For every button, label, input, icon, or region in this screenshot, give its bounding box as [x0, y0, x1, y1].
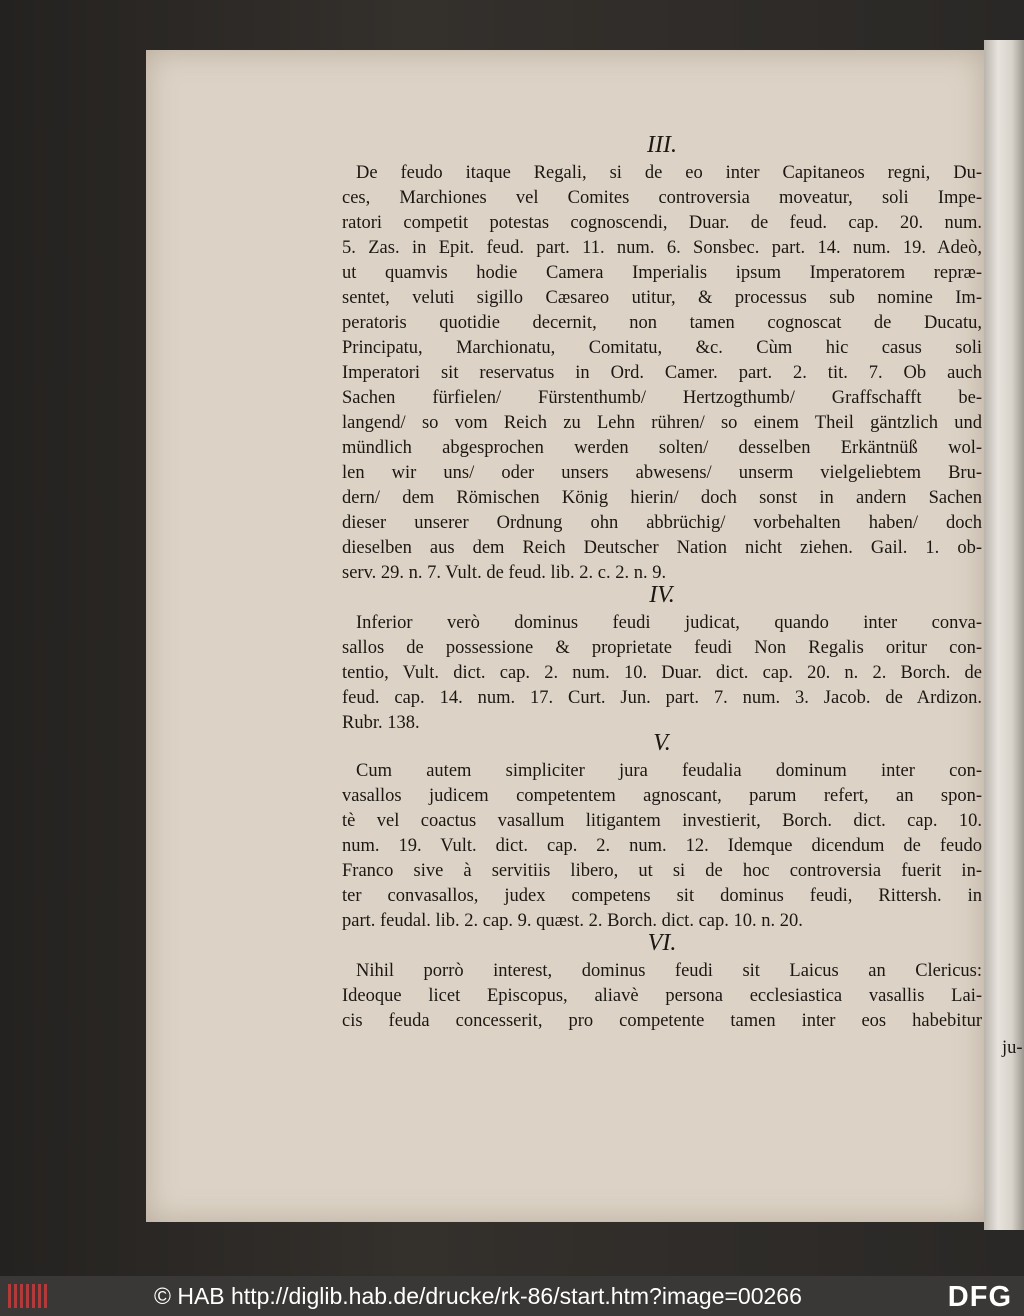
text-line: tentio, Vult. dict. cap. 2. num. 10. Duar. dict. cap. 20. n. 2. Borch. de [342, 663, 982, 683]
text-line: ratori competit potestas cognoscendi, Duar. de feud. cap. 20. num. [342, 213, 982, 233]
text-line: tè vel coactus vasallum litigantem investierit, Borch. dict. cap. 10. [342, 811, 982, 831]
section-heading-5: V. [653, 730, 671, 756]
text-line: cis feuda concesserit, pro competente tamen inter eos habebitur [342, 1011, 982, 1031]
text-line: Cum autem simpliciter jura feudalia dominum inter con- [356, 761, 982, 781]
book-page [146, 50, 1023, 1222]
dfg-logo: DFG [947, 1281, 1012, 1313]
text-line: Sachen fürfielen/ Fürstenthumb/ Hertzogthumb/ Graffschafft be- [342, 388, 982, 408]
text-line: ces, Marchiones vel Comites controversia moveatur, soli Impe- [342, 188, 982, 208]
text-line: De feudo itaque Regali, si de eo inter Capitaneos regni, Du- [356, 163, 982, 183]
text-line: Inferior verò dominus feudi judicat, quando inter conva- [356, 613, 982, 633]
text-line: Rubr. 138. [342, 713, 420, 733]
text-line: 5. Zas. in Epit. feud. part. 11. num. 6. Sonsbec. part. 14. num. 19. Adeò, [342, 238, 982, 258]
text-line: Ideoque licet Episcopus, aliavè persona ecclesiastica vasallis Lai- [342, 986, 982, 1006]
text-line: peratoris quotidie decernit, non tamen cognoscat de Ducatu, [342, 313, 982, 333]
text-line: serv. 29. n. 7. Vult. de feud. lib. 2. c. 2. n. 9. [342, 563, 667, 583]
text-line: Nihil porrò interest, dominus feudi sit Laicus an Clericus: [356, 961, 982, 981]
text-line: mündlich abgesprochen werden solten/ desselben Erkäntnüß wol- [342, 438, 982, 458]
text-line: dieser unserer Ordnung ohn abbrüchig/ vorbehalten haben/ doch [342, 513, 982, 533]
text-line: Franco sive à servitiis libero, ut si de hoc controversia fuerit in- [342, 861, 982, 881]
viewer-footer [0, 1276, 1024, 1316]
text-line: Imperatori sit reservatus in Ord. Camer. part. 2. tit. 7. Ob auch [342, 363, 982, 383]
text-line: dieselben aus dem Reich Deutscher Nation nicht ziehen. Gail. 1. ob- [342, 538, 982, 558]
text-line: Principatu, Marchionatu, Comitatu, &c. Cùm hic casus soli [342, 338, 982, 358]
text-line: sallos de possessione & proprietate feudi Non Regalis oritur con- [342, 638, 982, 658]
text-line: langend/ so vom Reich zu Lehn rühren/ so einem Theil gäntzlich und [342, 413, 982, 433]
text-line: vasallos judicem competentem agnoscant, parum refert, an spon- [342, 786, 982, 806]
text-line: dern/ dem Römischen König hierin/ doch sonst in andern Sachen [342, 488, 982, 508]
section-heading-4: IV. [649, 582, 675, 608]
section-heading-6: VI. [647, 930, 677, 956]
copyright-link[interactable]: © HAB http://diglib.hab.de/drucke/rk-86/start.htm?image=00266 [154, 1282, 802, 1309]
catchword: ju- [1002, 1038, 1023, 1058]
section-heading-3: III. [647, 132, 677, 158]
text-line: part. feudal. lib. 2. cap. 9. quæst. 2. Borch. dict. cap. 10. n. 20. [342, 911, 803, 931]
text-line: ter convasallos, judex competens sit dominus feudi, Rittersh. in [342, 886, 982, 906]
text-line: ut quamvis hodie Camera Imperialis ipsum Imperatorem repræ- [342, 263, 982, 283]
text-line: feud. cap. 14. num. 17. Curt. Jun. part. 7. num. 3. Jacob. de Ardizon. [342, 688, 982, 708]
hab-logo-icon [8, 1282, 54, 1310]
text-line: sentet, veluti sigillo Cæsareo utitur, & processus sub nomine Im- [342, 288, 982, 308]
text-line: len wir uns/ oder unsers abwesens/ unserm vielgeliebtem Bru- [342, 463, 982, 483]
text-line: num. 19. Vult. dict. cap. 2. num. 12. Idemque dicendum de feudo [342, 836, 982, 856]
